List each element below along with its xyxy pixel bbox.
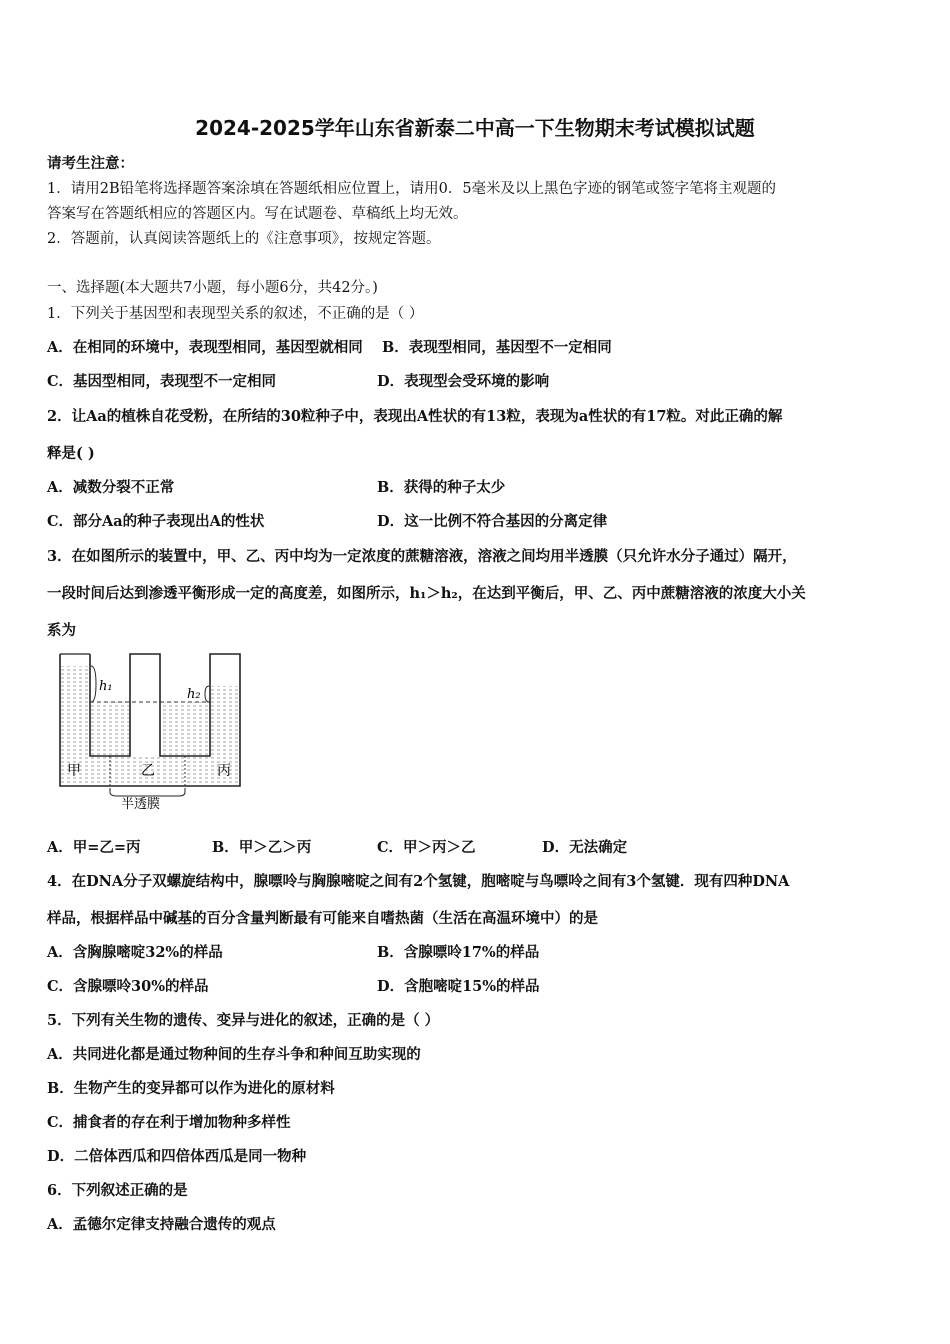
q6-option-a: A．孟德尔定律支持融合遗传的观点 (47, 1216, 276, 1233)
q4-option-d: D．含胞嘧啶15%的样品 (377, 978, 540, 995)
q5-option-d: D．二倍体西瓜和四倍体西瓜是同一物种 (47, 1148, 307, 1165)
q4-option-a: A．含胸腺嘧啶32%的样品 (47, 944, 223, 961)
q2-option-b: B．获得的种子太少 (377, 479, 506, 496)
q1-stem: 1．下列关于基因型和表现型关系的叙述，不正确的是（ ） (47, 306, 424, 322)
notice-line-2: 答案写在答题纸相应的答题区内。写在试题卷、草稿纸上均无效。 (47, 206, 468, 222)
q3-stem-2: 一段时间后达到渗透平衡形成一定的高度差，如图所示，h₁＞h₂，在达到平衡后，甲、乙、丙中蔗糖溶液的浓度大小关 (47, 585, 806, 602)
q3-stem-1: 3．在如图所示的装置中，甲、乙、丙中均为一定浓度的蔗糖溶液，溶液之间均用半透膜（只允许水分子通过）隔开， (47, 548, 797, 565)
q2-stem-1: 2．让Aa的植株自花受粉，在所结的30粒种子中，表现出A性状的有13粒，表现为a性状的有17粒。对此正确的解 (47, 408, 783, 425)
q3-option-c: C．甲＞丙＞乙 (377, 839, 476, 856)
section-heading: 一、选择题(本大题共7小题，每小题6分，共42分。) (47, 280, 378, 296)
q2-option-d: D．这一比例不符合基因的分离定律 (377, 513, 608, 530)
osmosis-apparatus-diagram (55, 652, 245, 812)
q1-option-c: C．基因型相同，表现型不一定相同 (47, 373, 277, 390)
label-h2: h₂ (187, 687, 201, 702)
q1-option-b: B．表现型相同，基因型不一定相同 (382, 339, 612, 356)
q1-option-d: D．表现型会受环境的影响 (377, 373, 550, 390)
q3-stem-3: 系为 (47, 622, 76, 639)
q4-option-c: C．含腺嘌呤30%的样品 (47, 978, 209, 995)
label-membrane: 半透膜 (121, 797, 161, 812)
q2-stem-2: 释是( ) (47, 445, 95, 462)
notice-line-3: 2．答题前，认真阅读答题纸上的《注意事项》，按规定答题。 (47, 231, 441, 247)
label-h1: h₁ (99, 679, 113, 694)
page-title: 2024-2025学年山东省新泰二中高一下生物期末考试模拟试题 (195, 116, 755, 140)
q3-option-b: B．甲＞乙＞丙 (212, 839, 312, 856)
q6-stem: 6．下列叙述正确的是 (47, 1182, 188, 1199)
q2-option-c: C．部分Aa的种子表现出A的性状 (47, 513, 265, 530)
label-jia: 甲 (67, 763, 81, 779)
notice-line-1: 1．请用2B铅笔将选择题答案涂填在答题纸相应位置上，请用0．5毫米及以上黑色字迹的钢笔或签字笔将主观题的 (47, 181, 777, 197)
q1-option-a: A．在相同的环境中，表现型相同，基因型就相同 (47, 339, 363, 356)
q5-option-b: B．生物产生的变异都可以作为进化的原材料 (47, 1080, 335, 1097)
q3-option-d: D．无法确定 (542, 839, 628, 856)
q5-stem: 5．下列有关生物的遗传、变异与进化的叙述，正确的是（ ） (47, 1012, 440, 1029)
notice-heading: 请考生注意： (47, 155, 134, 172)
q2-option-a: A．减数分裂不正常 (47, 479, 175, 496)
q4-stem-2: 样品，根据样品中碱基的百分含量判断最有可能来自嗜热菌（生活在高温环境中）的是 (47, 910, 598, 927)
label-bing: 丙 (217, 763, 231, 779)
q4-option-b: B．含腺嘌呤17%的样品 (377, 944, 540, 961)
q5-option-a: A．共同进化都是通过物种间的生存斗争和种间互助实现的 (47, 1046, 421, 1063)
q5-option-c: C．捕食者的存在利于增加物种多样性 (47, 1114, 291, 1131)
label-yi: 乙 (141, 763, 155, 779)
q3-option-a: A．甲=乙=丙 (47, 839, 141, 856)
q4-stem-1: 4．在DNA分子双螺旋结构中，腺嘌呤与胸腺嘧啶之间有2个氢键，胞嘧啶与鸟嘌呤之间有3个氢键．现有四种DNA (47, 873, 790, 890)
